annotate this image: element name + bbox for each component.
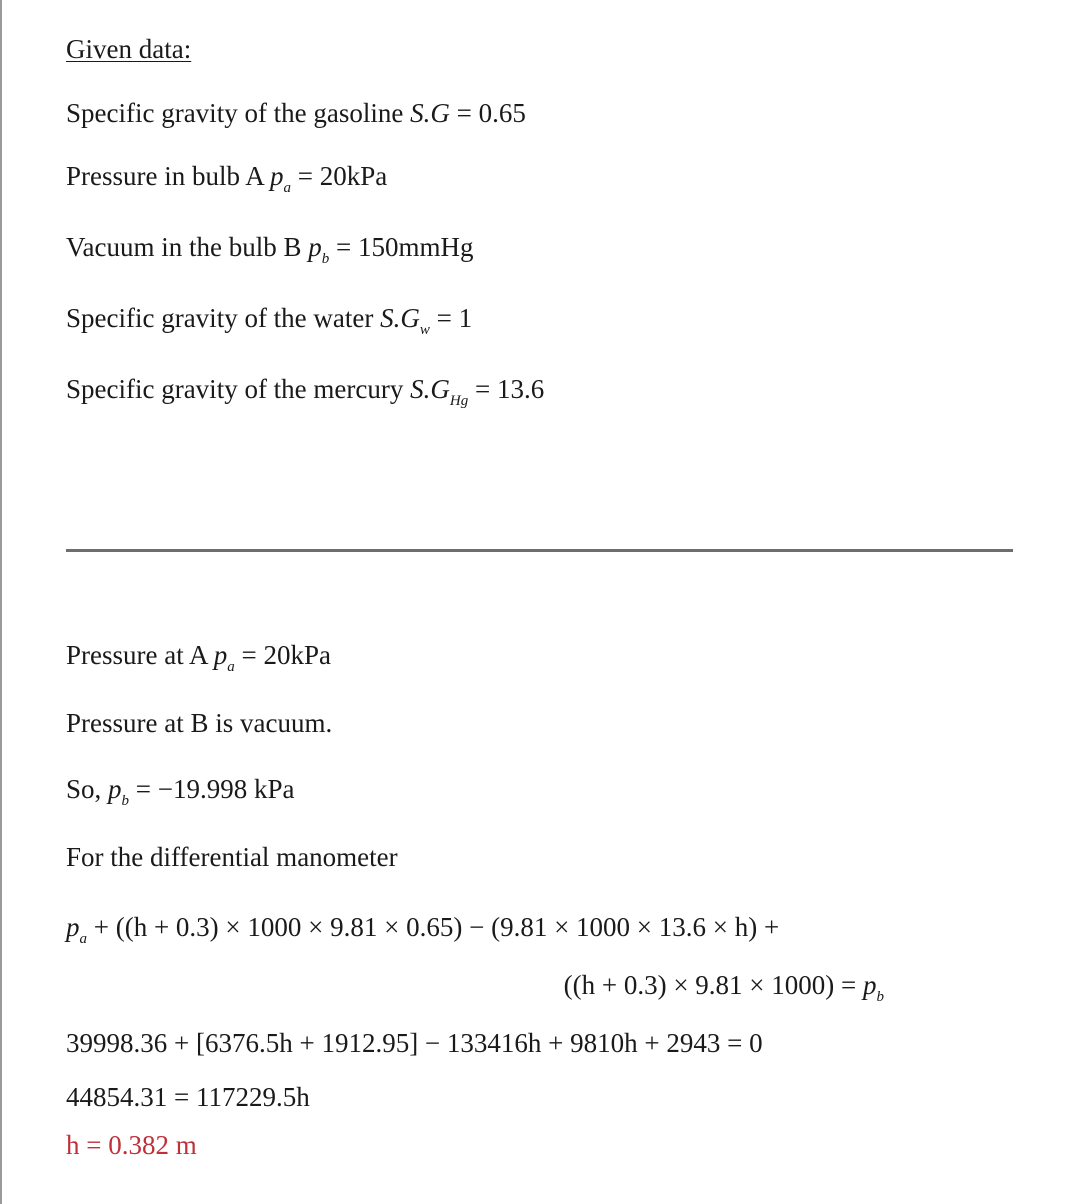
given-mercury-sg: Specific gravity of the mercury $S.G_{Hg} = 13.6$: [66, 374, 545, 409]
final-result: h = 0.382 m: [66, 1130, 197, 1160]
given-gasoline-sg: Specific gravity of the gasoline S.G = 0.65: [66, 98, 526, 128]
equation-substituted: 39998.36 + [6376.5h + 1912.95] − 133416h + 9810h + 2943 = 0: [66, 1028, 763, 1058]
given-data-heading: Given data:: [66, 34, 192, 64]
equation-simplified: 44854.31 = 117229.5h: [66, 1082, 310, 1112]
pressure-at-b-text: Pressure at B is vacuum.: [66, 708, 333, 738]
given-pressure-a: Pressure in bulb A $p_a = 20kPa$: [66, 161, 388, 196]
equation-balance-line-2: $((h + 0.3) \times 9.81 \times 1000) = p_b$: [563, 970, 884, 1005]
page-left-border: [0, 0, 2, 1204]
equation-balance-line-1: $p_a + ((h + 0.3) \times 1000 \times 9.81 \times 0.65) - (9.81 \times 1000 \times 13.6 \times h)$ +: [66, 912, 780, 947]
section-divider: [66, 549, 1013, 552]
given-vacuum-b: Vacuum in the bulb B $p_b$ = 150mmHg: [66, 232, 474, 267]
manometer-label: For the differential manometer: [66, 842, 398, 872]
pressure-at-a: Pressure at A $p_a = 20kPa$: [66, 640, 331, 675]
given-water-sg: Specific gravity of the water $S.G_w = 1$: [66, 303, 473, 338]
pressure-at-b-value: So, $p_b = -19.998$ kPa: [66, 774, 295, 809]
